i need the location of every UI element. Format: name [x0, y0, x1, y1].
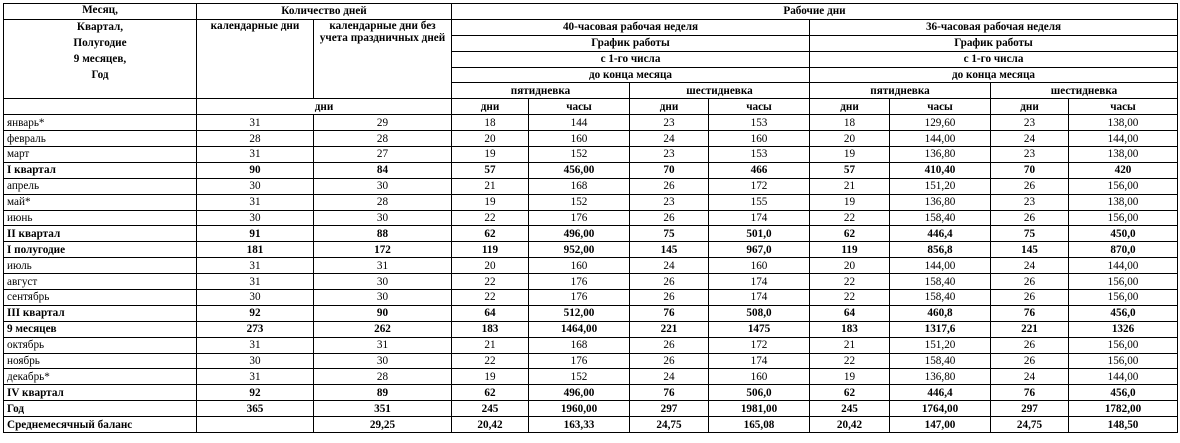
header-six-day-36: шестидневка	[991, 83, 1178, 99]
table-cell: 144,00	[890, 258, 991, 274]
period-name: Среднемесячный баланс	[4, 417, 197, 433]
header-from-first-40: с 1-го числа	[452, 51, 810, 67]
table-row	[4, 115, 1178, 131]
table-row	[4, 242, 1178, 258]
table-cell: 91	[197, 226, 314, 242]
table-cell: 176	[529, 274, 630, 290]
period-name: IV квартал	[4, 385, 197, 401]
table-cell: 62	[452, 385, 529, 401]
header-hours-col: часы	[709, 99, 810, 115]
table-cell: 31	[197, 337, 314, 353]
table-cell: 29,25	[314, 417, 452, 433]
table-cell: 119	[810, 242, 890, 258]
table-cell: 26	[991, 353, 1069, 369]
table-row	[4, 385, 1178, 401]
table-cell: 22	[452, 353, 529, 369]
table-cell: 262	[314, 321, 452, 337]
period-name: сентябрь	[4, 290, 197, 306]
table-cell: 22	[810, 290, 890, 306]
table-cell: 84	[314, 162, 452, 178]
table-cell: 24,75	[991, 417, 1069, 433]
table-header	[4, 4, 1178, 115]
table-cell: 136,80	[890, 194, 991, 210]
period-name: декабрь*	[4, 369, 197, 385]
table-cell: 181	[197, 242, 314, 258]
table-cell: 30	[314, 353, 452, 369]
period-name: Год	[4, 401, 197, 417]
table-cell: 952,00	[529, 242, 630, 258]
table-cell: 138,00	[1069, 115, 1178, 131]
table-cell: 119	[452, 242, 529, 258]
table-cell: 23	[630, 115, 709, 131]
header-schedule-36: График работы	[810, 35, 1178, 51]
table-cell: 90	[197, 162, 314, 178]
table-cell: 1960,00	[529, 401, 630, 417]
header-days-unit: дни	[197, 99, 452, 115]
table-cell: 174	[709, 210, 810, 226]
table-row	[4, 369, 1178, 385]
table-cell: 18	[452, 115, 529, 131]
table-cell: 20	[810, 131, 890, 147]
table-cell: 21	[810, 337, 890, 353]
table-cell: 23	[630, 194, 709, 210]
period-name: ноябрь	[4, 353, 197, 369]
table-cell: 456,0	[1069, 385, 1178, 401]
period-name: III квартал	[4, 305, 197, 321]
header-spacer	[4, 99, 197, 115]
table-cell: 1464,00	[529, 321, 630, 337]
table-cell: 144,00	[1069, 369, 1178, 385]
table-cell: 144,00	[890, 131, 991, 147]
header-period-spacer	[4, 19, 197, 98]
table-cell: 22	[452, 210, 529, 226]
table-row	[4, 305, 1178, 321]
table-cell: 183	[452, 321, 529, 337]
table-cell: 62	[810, 226, 890, 242]
table-cell: 172	[314, 242, 452, 258]
header-week-40: 40-часовая рабочая неделя	[452, 19, 810, 35]
table-cell: 152	[529, 194, 630, 210]
table-cell: 168	[529, 178, 630, 194]
header-calendar-days-no-holidays: календарные дни без учета праздничных дней	[314, 19, 452, 98]
table-cell: 365	[197, 401, 314, 417]
table-row	[4, 290, 1178, 306]
table-cell: 24	[630, 258, 709, 274]
table-cell: 62	[452, 226, 529, 242]
table-cell: 26	[630, 178, 709, 194]
table-cell: 19	[452, 369, 529, 385]
table-cell: 856,8	[890, 242, 991, 258]
table-cell: 174	[709, 353, 810, 369]
table-cell: 144,00	[1069, 258, 1178, 274]
production-calendar-table	[3, 3, 1178, 433]
table-cell: 156,00	[1069, 290, 1178, 306]
header-days-count: Количество дней	[197, 4, 452, 20]
table-cell: 89	[314, 385, 452, 401]
table-cell: 92	[197, 385, 314, 401]
table-cell: 88	[314, 226, 452, 242]
period-name: март	[4, 147, 197, 163]
table-cell: 75	[630, 226, 709, 242]
table-cell: 221	[991, 321, 1069, 337]
table-cell: 501,0	[709, 226, 810, 242]
table-cell: 129,60	[890, 115, 991, 131]
table-cell: 19	[452, 147, 529, 163]
table-cell: 147,00	[890, 417, 991, 433]
table-cell: 76	[630, 385, 709, 401]
header-days-col: дни	[810, 99, 890, 115]
header-work-days: Рабочие дни	[452, 4, 1178, 20]
table-cell: 19	[810, 369, 890, 385]
table-cell: 64	[810, 305, 890, 321]
table-cell: 152	[529, 369, 630, 385]
table-cell: 136,80	[890, 369, 991, 385]
table-cell: 245	[452, 401, 529, 417]
table-cell: 31	[197, 258, 314, 274]
table-cell: 160	[709, 131, 810, 147]
table-cell: 153	[709, 147, 810, 163]
period-name: январь*	[4, 115, 197, 131]
table-cell: 151,20	[890, 337, 991, 353]
table-cell: 28	[314, 194, 452, 210]
table-row	[4, 321, 1178, 337]
table-cell: 160	[709, 369, 810, 385]
table-cell: 1475	[709, 321, 810, 337]
table-cell: 176	[529, 210, 630, 226]
table-cell: 23	[991, 194, 1069, 210]
table-cell: 57	[452, 162, 529, 178]
table-cell: 64	[452, 305, 529, 321]
table-cell: 456,0	[1069, 305, 1178, 321]
table-cell: 21	[452, 337, 529, 353]
table-cell: 496,00	[529, 385, 630, 401]
table-cell: 466	[709, 162, 810, 178]
table-cell: 23	[991, 115, 1069, 131]
table-cell: 24	[630, 131, 709, 147]
table-cell: 870,0	[1069, 242, 1178, 258]
table-cell: 19	[452, 194, 529, 210]
table-cell: 446,4	[890, 385, 991, 401]
table-cell: 26	[991, 210, 1069, 226]
header-hours-col: часы	[890, 99, 991, 115]
header-to-end-40: до конца месяца	[452, 67, 810, 83]
table-cell: 450,0	[1069, 226, 1178, 242]
table-cell: 456,00	[529, 162, 630, 178]
table-cell: 30	[197, 290, 314, 306]
table-cell: 28	[197, 131, 314, 147]
table-cell: 297	[630, 401, 709, 417]
table-cell: 76	[630, 305, 709, 321]
table-cell: 165,08	[709, 417, 810, 433]
table-cell: 76	[991, 385, 1069, 401]
header-month: Месяц,	[4, 4, 197, 20]
table-cell: 176	[529, 353, 630, 369]
table-cell: 24,75	[630, 417, 709, 433]
table-cell: 26	[991, 337, 1069, 353]
table-cell: 172	[709, 337, 810, 353]
table-cell: 136,80	[890, 147, 991, 163]
table-cell: 158,40	[890, 290, 991, 306]
period-name: август	[4, 274, 197, 290]
header-week-36: 36-часовая рабочая неделя	[810, 19, 1178, 35]
table-cell: 155	[709, 194, 810, 210]
table-cell: 156,00	[1069, 178, 1178, 194]
table-cell: 20,42	[452, 417, 529, 433]
period-name: февраль	[4, 131, 197, 147]
table-cell: 30	[314, 210, 452, 226]
table-cell: 21	[452, 178, 529, 194]
table-cell: 145	[630, 242, 709, 258]
header-period-halfyear: Полугодие	[73, 36, 127, 49]
header-from-first-36: с 1-го числа	[810, 51, 1178, 67]
period-name: май*	[4, 194, 197, 210]
table-cell: 22	[452, 274, 529, 290]
header-hours-col: часы	[529, 99, 630, 115]
table-cell: 70	[991, 162, 1069, 178]
table-cell: 31	[197, 147, 314, 163]
table-cell: 145	[991, 242, 1069, 258]
table-cell: 144	[529, 115, 630, 131]
table-row	[4, 178, 1178, 194]
table-cell: 31	[314, 258, 452, 274]
table-cell: 183	[810, 321, 890, 337]
period-name: апрель	[4, 178, 197, 194]
table-cell: 26	[991, 290, 1069, 306]
table-cell: 31	[197, 115, 314, 131]
period-name: 9 месяцев	[4, 321, 197, 337]
table-row	[4, 337, 1178, 353]
header-hours-col: часы	[1069, 99, 1178, 115]
table-row	[4, 226, 1178, 242]
table-cell: 29	[314, 115, 452, 131]
table-cell: 1764,00	[890, 401, 991, 417]
table-cell: 138,00	[1069, 194, 1178, 210]
header-period-year: Год	[91, 68, 109, 81]
table-row	[4, 401, 1178, 417]
table-cell: 508,0	[709, 305, 810, 321]
header-calendar-days: календарные дни	[197, 19, 314, 98]
table-cell: 297	[991, 401, 1069, 417]
table-row	[4, 353, 1178, 369]
table-cell: 22	[810, 210, 890, 226]
table-cell: 460,8	[890, 305, 991, 321]
table-cell: 221	[630, 321, 709, 337]
table-cell: 160	[529, 258, 630, 274]
table-cell: 153	[709, 115, 810, 131]
table-cell: 20	[452, 258, 529, 274]
table-cell: 172	[709, 178, 810, 194]
table-cell: 160	[709, 258, 810, 274]
table-cell: 156,00	[1069, 337, 1178, 353]
table-cell: 176	[529, 290, 630, 306]
table-cell: 20,42	[810, 417, 890, 433]
table-cell: 152	[529, 147, 630, 163]
table-cell: 18	[810, 115, 890, 131]
table-cell: 156,00	[1069, 210, 1178, 226]
table-cell: 90	[314, 305, 452, 321]
table-cell: 496,00	[529, 226, 630, 242]
table-cell: 24	[991, 369, 1069, 385]
table-cell: 22	[452, 290, 529, 306]
header-five-day-40: пятидневка	[452, 83, 630, 99]
header-schedule-40: График работы	[452, 35, 810, 51]
period-name: I квартал	[4, 162, 197, 178]
table-cell: 20	[810, 258, 890, 274]
table-cell: 26	[630, 353, 709, 369]
table-cell: 19	[810, 194, 890, 210]
header-to-end-36: до конца месяца	[810, 67, 1178, 83]
header-days-col: дни	[452, 99, 529, 115]
table-cell: 27	[314, 147, 452, 163]
table-cell: 57	[810, 162, 890, 178]
table-cell: 20	[452, 131, 529, 147]
table-row	[4, 417, 1178, 433]
table-cell: 26	[630, 210, 709, 226]
table-cell: 158,40	[890, 274, 991, 290]
table-cell: 30	[314, 290, 452, 306]
table-cell: 163,33	[529, 417, 630, 433]
table-cell: 26	[630, 290, 709, 306]
header-period-ninemonths: 9 месяцев,	[73, 52, 127, 65]
table-cell: 156,00	[1069, 353, 1178, 369]
period-name: июль	[4, 258, 197, 274]
table-cell: 273	[197, 321, 314, 337]
table-cell: 30	[314, 274, 452, 290]
table-cell: 174	[709, 274, 810, 290]
period-name: II квартал	[4, 226, 197, 242]
table-row	[4, 274, 1178, 290]
table-cell: 28	[314, 369, 452, 385]
table-cell	[197, 417, 314, 433]
table-cell: 168	[529, 337, 630, 353]
table-cell: 70	[630, 162, 709, 178]
table-cell: 31	[314, 337, 452, 353]
table-cell: 148,50	[1069, 417, 1178, 433]
table-cell: 1782,00	[1069, 401, 1178, 417]
table-cell: 26	[991, 178, 1069, 194]
table-cell: 410,40	[890, 162, 991, 178]
table-cell: 420	[1069, 162, 1178, 178]
table-cell: 19	[810, 147, 890, 163]
header-six-day-40: шестидневка	[630, 83, 810, 99]
table-cell: 30	[197, 210, 314, 226]
table-cell: 76	[991, 305, 1069, 321]
table-cell: 23	[630, 147, 709, 163]
table-cell: 138,00	[1069, 147, 1178, 163]
table-row	[4, 131, 1178, 147]
header-days-col: дни	[630, 99, 709, 115]
period-name: октябрь	[4, 337, 197, 353]
table-cell: 158,40	[890, 353, 991, 369]
period-name: I полугодие	[4, 242, 197, 258]
table-cell: 151,20	[890, 178, 991, 194]
table-cell: 446,4	[890, 226, 991, 242]
table-row	[4, 194, 1178, 210]
table-cell: 26	[630, 337, 709, 353]
table-cell: 21	[810, 178, 890, 194]
table-cell: 158,40	[890, 210, 991, 226]
table-cell: 24	[630, 369, 709, 385]
table-cell: 23	[991, 147, 1069, 163]
table-cell: 174	[709, 290, 810, 306]
table-cell: 1981,00	[709, 401, 810, 417]
table-cell: 967,0	[709, 242, 810, 258]
table-cell: 506,0	[709, 385, 810, 401]
table-cell: 26	[991, 274, 1069, 290]
table-cell: 28	[314, 131, 452, 147]
table-cell: 512,00	[529, 305, 630, 321]
table-cell: 351	[314, 401, 452, 417]
table-cell: 30	[197, 353, 314, 369]
period-name: июнь	[4, 210, 197, 226]
table-cell: 31	[197, 194, 314, 210]
table-cell: 1317,6	[890, 321, 991, 337]
table-cell: 144,00	[1069, 131, 1178, 147]
table-cell: 156,00	[1069, 274, 1178, 290]
table-cell: 1326	[1069, 321, 1178, 337]
table-row	[4, 162, 1178, 178]
table-cell: 75	[991, 226, 1069, 242]
header-days-col: дни	[991, 99, 1069, 115]
table-row	[4, 147, 1178, 163]
table-cell: 31	[197, 369, 314, 385]
table-cell: 92	[197, 305, 314, 321]
table-cell: 22	[810, 353, 890, 369]
table-cell: 24	[991, 258, 1069, 274]
header-period-quarter: Квартал,	[76, 20, 124, 33]
table-cell: 24	[991, 131, 1069, 147]
table-cell: 160	[529, 131, 630, 147]
table-row	[4, 210, 1178, 226]
table-cell: 26	[630, 274, 709, 290]
table-body	[4, 115, 1178, 433]
table-cell: 30	[314, 178, 452, 194]
table-cell: 31	[197, 274, 314, 290]
table-row	[4, 258, 1178, 274]
table-cell: 245	[810, 401, 890, 417]
table-cell: 62	[810, 385, 890, 401]
table-cell: 22	[810, 274, 890, 290]
table-cell: 30	[197, 178, 314, 194]
header-five-day-36: пятидневка	[810, 83, 991, 99]
